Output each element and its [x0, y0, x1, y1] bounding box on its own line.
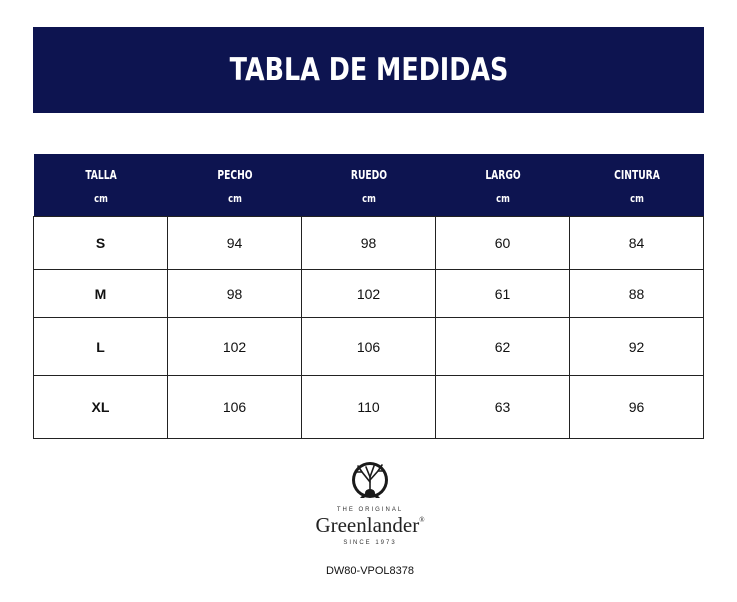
header-unit: cm: [227, 192, 242, 205]
ruedo-cell: 98: [302, 217, 436, 270]
size-cell: M: [34, 270, 168, 318]
ruedo-cell: 110: [302, 376, 436, 439]
ruedo-cell: 102: [302, 270, 436, 318]
pecho-cell: 98: [168, 270, 302, 318]
pecho-cell: 102: [168, 318, 302, 376]
largo-cell: 62: [436, 318, 570, 376]
largo-cell: 61: [436, 270, 570, 318]
table-row: [34, 318, 704, 376]
size-cell: L: [34, 318, 168, 376]
table-row: [34, 217, 704, 270]
header-label: TALLA: [84, 168, 117, 182]
header-label: RUEDO: [350, 168, 387, 182]
registered-mark: ®: [419, 516, 425, 524]
page-title: TABLA DE MEDIDAS: [229, 52, 508, 88]
largo-cell: 60: [436, 217, 570, 270]
header-unit: cm: [629, 192, 644, 205]
size-cell: XL: [34, 376, 168, 439]
largo-cell: 63: [436, 376, 570, 439]
pecho-cell: 94: [168, 217, 302, 270]
ruedo-cell: 106: [302, 318, 436, 376]
brand-name-text: Greenlander: [315, 513, 420, 537]
header-ruedo: [302, 154, 436, 217]
size-chart-table: [33, 154, 704, 439]
table-row: [34, 376, 704, 439]
pecho-cell: 106: [168, 376, 302, 439]
header-label: CINTURA: [613, 168, 660, 182]
header-talla: [34, 154, 168, 217]
cintura-cell: 84: [570, 217, 704, 270]
header-unit: cm: [495, 192, 510, 205]
cintura-cell: 96: [570, 376, 704, 439]
header-unit: cm: [361, 192, 376, 205]
header-unit: cm: [93, 192, 108, 205]
cintura-cell: 92: [570, 318, 704, 376]
brand-name: [280, 513, 460, 538]
header-cintura: [570, 154, 704, 217]
table-row: [34, 270, 704, 318]
header-label: PECHO: [216, 168, 253, 182]
header-pecho: [168, 154, 302, 217]
model-code: DW80-VPOL8378: [325, 565, 415, 577]
size-cell: S: [34, 217, 168, 270]
brand-tagline-bottom: SINCE 1973: [343, 540, 397, 546]
brand-tagline-top: THE ORIGINAL: [336, 507, 404, 513]
header-label: LARGO: [484, 168, 521, 182]
title-banner: [33, 27, 704, 113]
cintura-cell: 88: [570, 270, 704, 318]
header-largo: [436, 154, 570, 217]
header-row: [34, 154, 704, 217]
